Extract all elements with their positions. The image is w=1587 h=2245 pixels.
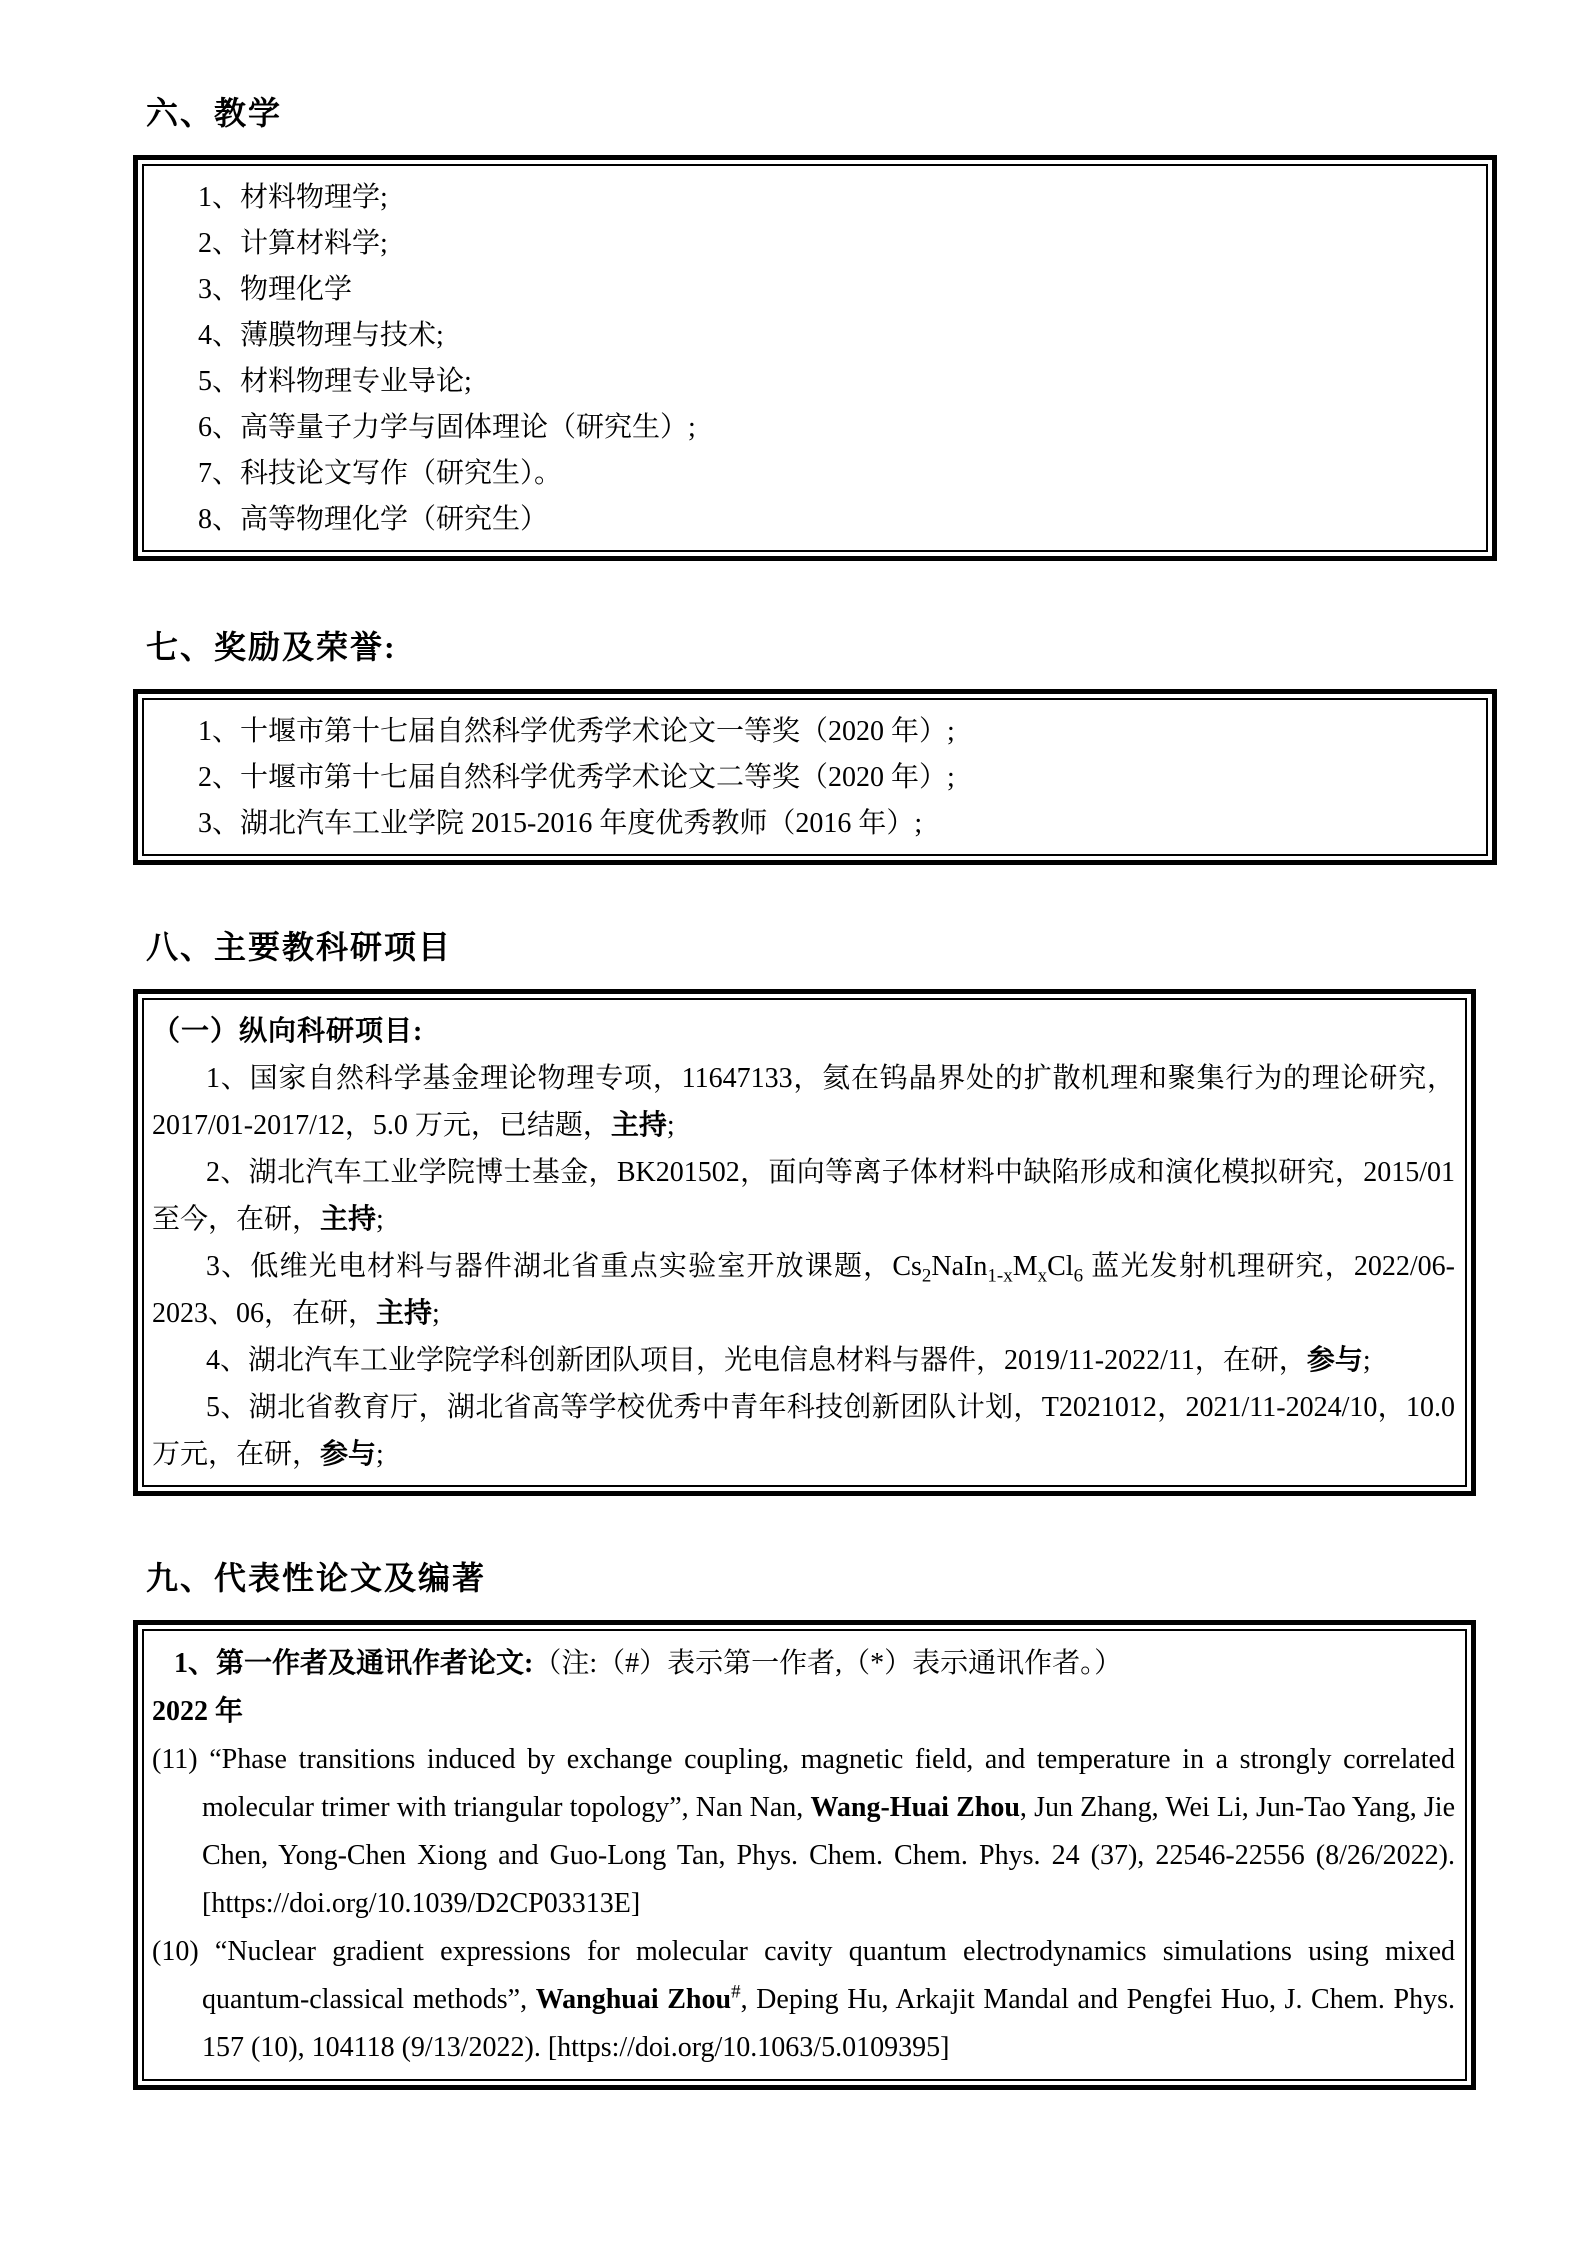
section-heading-awards: 七、奖励及荣誉: — [146, 629, 397, 665]
project-3-role: 主持 — [376, 1298, 433, 1329]
project-1-role: 主持 — [610, 1110, 667, 1141]
projects-box-inner — [142, 998, 1467, 1487]
project-2-text: 2、湖北汽车工业学院博士基金，BK201502，面向等离子体材料中缺陷形成和演化模拟研究，2015/01 至今，在研， — [152, 1157, 1455, 1235]
papers-subheading-title: 1、第一作者及通讯作者论文: — [174, 1648, 534, 1679]
paper-10-title-authors: “Nuclear gradient expressions for molecular cavity quantum electrodynamics simulations using mixed quantum-classical methods”, — [198, 1936, 1455, 2015]
project-3-formula: M — [1012, 1251, 1038, 1282]
project-2-tail: ; — [376, 1204, 384, 1235]
paper-11-highlighted-author: Wang-Huai Zhou — [810, 1792, 1020, 1823]
paper-10-citation: , Deping Hu, Arkajit Mandal and Pengfei Huo, J. Chem. Phys. 157 (10), 104118 (9/13/2022). [https://doi.org/10.1063/5.0109395] — [202, 1984, 1456, 2063]
papers-box — [133, 1620, 1476, 2090]
papers-subheading — [152, 1640, 1455, 1688]
award-item-1: 1、十堰市第十七届自然科学优秀学术论文一等奖（2020 年）; — [198, 716, 955, 747]
paper-item-11 — [152, 1736, 1455, 1928]
award-item-3: 3、湖北汽车工业学院 2015-2016 年度优秀教师（2016 年）; — [198, 808, 923, 839]
teaching-item-8: 8、高等物理化学（研究生） — [198, 504, 549, 535]
project-3-formula-sub: x — [1037, 1265, 1048, 1287]
teaching-item-4: 4、薄膜物理与技术; — [198, 320, 444, 351]
project-5-tail: ; — [376, 1439, 384, 1470]
teaching-item-7: 7、科技论文写作（研究生）。 — [198, 458, 563, 489]
teaching-item-1: 1、材料物理学; — [198, 182, 388, 213]
project-item-5 — [152, 1384, 1455, 1478]
projects-subheading: （一）纵向科研项目: — [152, 1016, 424, 1047]
project-3-tail: ; — [432, 1298, 440, 1329]
section-heading-papers: 九、代表性论文及编著 — [146, 1560, 487, 1596]
project-item-4 — [152, 1337, 1455, 1384]
project-item-1 — [152, 1055, 1455, 1149]
project-3-text-cont: 蓝光发射机理研究，2022/06-2023、06，在研， — [152, 1251, 1455, 1329]
teaching-box-inner — [142, 164, 1488, 552]
project-3-formula: NaIn — [931, 1251, 988, 1282]
project-item-3 — [152, 1243, 1455, 1337]
paper-11-title-authors: “Phase transitions induced by exchange coupling, magnetic field, and temperature in a strongly correlated molecular trimer with triangular topology”, Nan Nan, — [197, 1744, 1455, 1823]
papers-subheading-note: （注:（#）表示第一作者,（*）表示通讯作者。） — [533, 1648, 1123, 1679]
awards-box-inner — [142, 698, 1488, 856]
teaching-item-5: 5、材料物理专业导论; — [198, 366, 472, 397]
project-5-text: 5、湖北省教育厅，湖北省高等学校优秀中青年科技创新团队计划，T2021012，2021/11-2024/10，10.0 万元，在研， — [152, 1392, 1455, 1470]
project-3-formula-sub: 1-x — [987, 1265, 1013, 1287]
teaching-item-6: 6、高等量子力学与固体理论（研究生）; — [198, 412, 696, 443]
paper-item-10 — [152, 1928, 1455, 2072]
teaching-item-2: 2、计算材料学; — [198, 228, 388, 259]
teaching-item-3: 3、物理化学 — [198, 274, 353, 305]
paper-10-author-marker: # — [731, 1981, 741, 2003]
section-heading-teaching: 六、教学 — [146, 95, 283, 131]
awards-box — [133, 689, 1497, 865]
award-item-2: 2、十堰市第十七届自然科学优秀学术论文二等奖（2020 年）; — [198, 762, 955, 793]
paper-10-number: (10) — [152, 1936, 199, 1967]
papers-year-label: 2022 年 — [152, 1696, 244, 1727]
project-4-role: 参与 — [1306, 1345, 1363, 1376]
project-4-text: 4、湖北汽车工业学院学科创新团队项目，光电信息材料与器件，2019/11-2022/11，在研， — [206, 1345, 1307, 1376]
teaching-box — [133, 155, 1497, 561]
project-1-tail: ; — [666, 1110, 675, 1141]
section-heading-projects: 八、主要教科研项目 — [146, 929, 453, 965]
project-5-role: 参与 — [320, 1439, 377, 1470]
papers-box-inner — [142, 1629, 1467, 2081]
paper-10-highlighted-author: Wanghuai Zhou — [535, 1984, 732, 2015]
project-3-formula-sub: 6 — [1073, 1265, 1084, 1287]
project-3-text: 3、低维光电材料与器件湖北省重点实验室开放课题，Cs — [206, 1251, 922, 1282]
project-1-text: 1、国家自然科学基金理论物理专项，11647133，氦在钨晶界处的扩散机理和聚集行为的理论研究，2017/01-2017/12，5.0 万元，已结题， — [152, 1063, 1455, 1141]
project-3-formula: Cl — [1047, 1251, 1074, 1282]
project-item-2 — [152, 1149, 1455, 1243]
paper-11-citation: , Jun Zhang, Wei Li, Jun-Tao Yang, Jie Chen, Yong-Chen Xiong and Guo-Long Tan, Phys. Chem. Chem. Phys. 24 (37), 22546-22556 (8/26/2022). [https://doi.org/10.1039/D2CP03313E] — [202, 1792, 1456, 1919]
projects-box — [133, 989, 1476, 1496]
paper-11-number: (11) — [152, 1744, 198, 1775]
project-4-tail: ; — [1362, 1345, 1371, 1376]
project-3-formula-sub: 2 — [921, 1265, 932, 1287]
project-2-role: 主持 — [320, 1204, 377, 1235]
